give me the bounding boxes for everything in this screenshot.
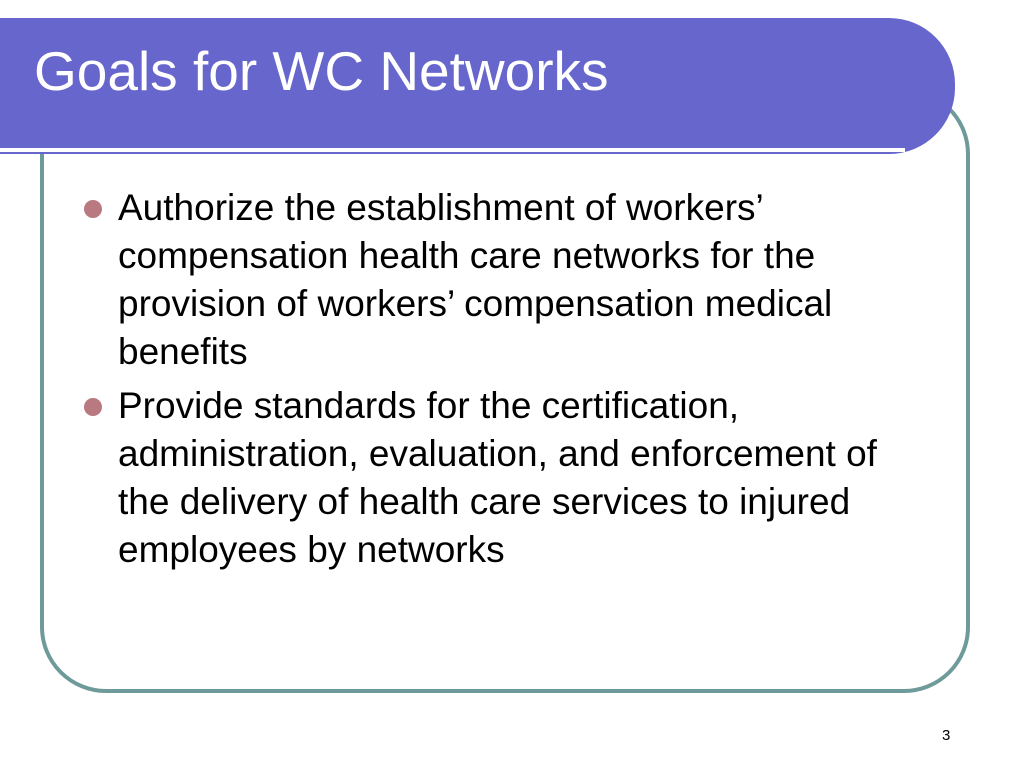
bullet-item (80, 382, 920, 574)
bullet-dot-icon (84, 200, 102, 218)
bullet-list (80, 184, 920, 580)
slide-title: Goals for WC Networks (34, 40, 609, 102)
bullet-item (80, 184, 920, 376)
page-number: 3 (942, 727, 951, 744)
bullet-text: Authorize the establishment of workers’ compensation health care networks for the provision of workers’ compensation medical benefits (118, 187, 833, 372)
bullet-dot-icon (84, 398, 102, 416)
title-underline (0, 148, 905, 152)
bullet-text: Provide standards for the certification, administration, evaluation, and enforcement of the delivery of health care services to injured employees by networks (118, 385, 877, 570)
